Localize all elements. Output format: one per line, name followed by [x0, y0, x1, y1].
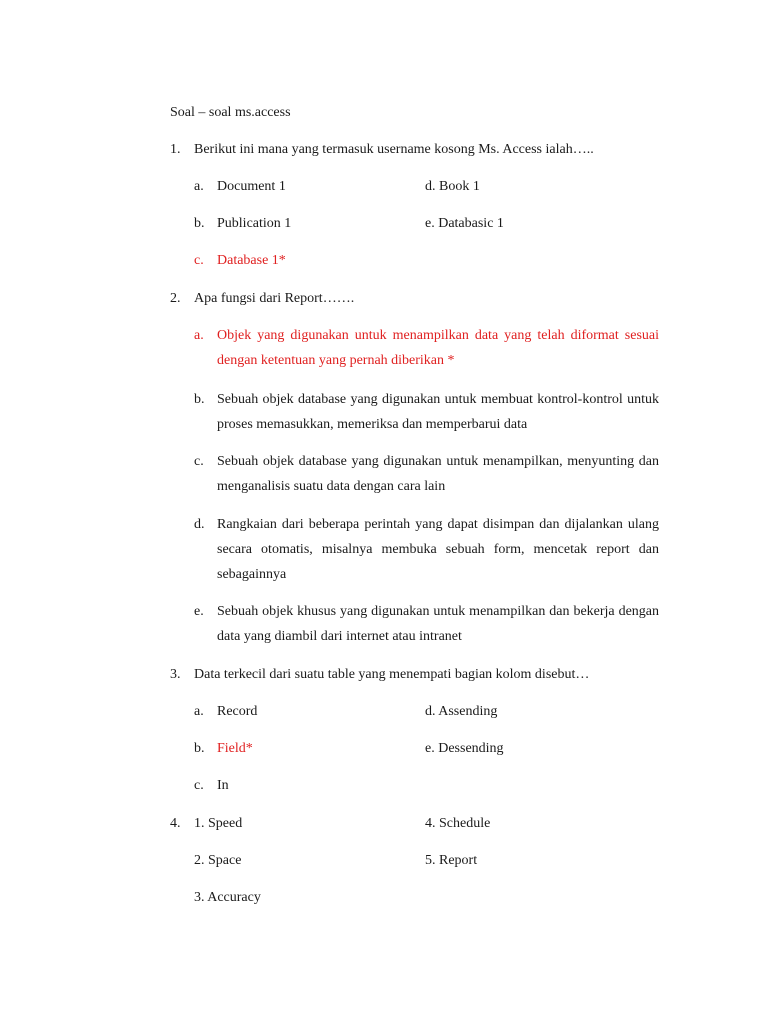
question-number: 4.	[170, 816, 181, 831]
document-title: Soal – soal ms.access	[170, 105, 291, 120]
option-letter: b.	[194, 741, 205, 756]
option-text: Document 1	[217, 179, 286, 194]
list-item: 2. Space	[194, 853, 242, 868]
option-text: In	[217, 778, 229, 793]
answer-option-text: Field*	[217, 741, 253, 756]
option-letter: c.	[194, 454, 204, 469]
answer-option-letter: a.	[194, 328, 204, 343]
option-letter: b.	[194, 392, 205, 407]
option-text: Sebuah objek database yang digunakan untuk membuat kontrol-kontrol untuk proses memasukkan, memeriksa dan memperbarui data	[217, 392, 659, 432]
option-letter: d.	[194, 517, 205, 532]
list-item: 4. Schedule	[425, 816, 491, 831]
question-number: 1.	[170, 142, 181, 157]
option-letter-text: d. Book 1	[425, 179, 480, 194]
question-number: 3.	[170, 667, 181, 682]
option-letter: a.	[194, 179, 204, 194]
option-text: Rangkaian dari beberapa perintah yang dapat disimpan dan dijalankan ulang secara otomatis, misalnya membuka sebuah form, mencetak report dan sebagainnya	[217, 517, 659, 582]
question-text: Apa fungsi dari Report…….	[194, 291, 355, 306]
question-number: 2.	[170, 291, 181, 306]
option-text: Record	[217, 704, 258, 719]
answer-option-letter: c.	[194, 253, 204, 268]
question-text: Berikut ini mana yang termasuk username kosong Ms. Access ialah…..	[194, 142, 594, 157]
question-text: Data terkecil dari suatu table yang menempati bagian kolom disebut…	[194, 667, 590, 682]
option-text: Sebuah objek database yang digunakan untuk menampilkan, menyunting dan menganalisis suatu data dengan cara lain	[217, 454, 659, 494]
option-letter: c.	[194, 778, 204, 793]
answer-option-text: Database 1*	[217, 253, 286, 268]
option-letter: a.	[194, 704, 204, 719]
option-letter-text: e. Databasic 1	[425, 216, 504, 231]
option-letter: e.	[194, 604, 204, 619]
option-text: Publication 1	[217, 216, 292, 231]
answer-option-text: Objek yang digunakan untuk menampilkan data yang telah diformat sesuai dengan ketentuan yang pernah diberikan *	[217, 328, 659, 368]
list-item: 3. Accuracy	[194, 890, 261, 905]
list-item: 5. Report	[425, 853, 478, 868]
option-letter-text: d. Assending	[425, 704, 498, 719]
option-letter: b.	[194, 216, 205, 231]
option-text: Sebuah objek khusus yang digunakan untuk menampilkan dan bekerja dengan data yang diambil dari internet atau intranet	[217, 604, 659, 644]
list-item: 1. Speed	[194, 816, 243, 831]
option-letter-text: e. Dessending	[425, 741, 504, 756]
